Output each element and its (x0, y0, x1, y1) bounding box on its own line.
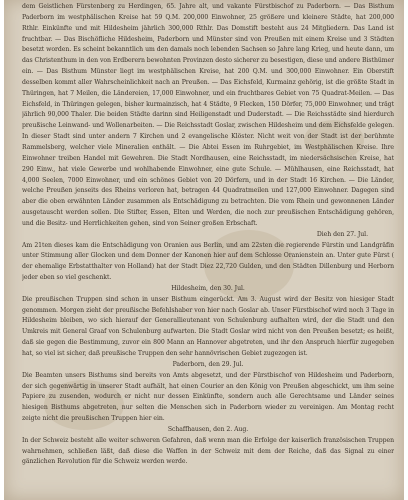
dateline: Dieh den 27. Jul. (316, 230, 368, 238)
dateline: Hildesheim, den 30. Jul. (171, 284, 245, 292)
newspaper-page (4, 0, 404, 500)
article-paragraph: Die preußischen Truppen sind schon in unser Bisthum eingerückt. Am 3. August wird der Besitz von hiesiger Stadt genommen. Morgen zieht der preußische Befehlshaber von hier nach Goslar ab. Unser Fürstbischof wird noch 3 Tage in Hildesheim bleiben, wo sich hierauf der Generallieutenant von Schulenburg aufhalten wird, der die Stadt und den Umkreis mit General Graaf von Schulenburg aufwarten. Die Stadt Goslar wird nicht von den Preußen besetzt; es heißt, daß sie gegen die Bestimmung, zuvor ein 800 Mann an Hannover abgetreten, und ihr den Anspruch hierfür zugegeben hat, so viel ist sicher, daß preußische Truppen den sehr hannövrischen Gebiet zugezogen ist. (22, 295, 394, 357)
article-paragraph: Die Beamten unsers Bisthums sind bereits von Amts abgesetzt, und der Fürstbischof von Hildesheim und Paderborn, der sich gegenwärtig in unserer Stadt aufhält, hat einen Courier an den König von Preußen abgeschickt, um ihm seine Papiere zu zusenden, wodurch er nicht nur dessen Einkünfte, sondern auch alle Gerechtsame und Länder seines hiesigen Bisthums abgetreten, nur selten die Menschen sich in Paderborn wieder zu vereinigen. Am Montag recht zeigte nicht die preußischen Truppen hier ein. (22, 371, 394, 423)
dateline: Schaffhausen, den 2. Aug. (167, 425, 249, 433)
article-column (22, 2, 394, 496)
article-paragraph: Am 21ten dieses kam die Entschädigung von Oranien aus Berlin, und am 22sten die regierende Fürstin und Landgräfin unter Stimmung aller Glocken und dem Donner der Kanonen hier auf dem Schlosse Oranienstein an. Unter gute Fürst ( der ehemalige Erbstatthalter von Holland) hat der Stadt Diez 22,720 Gulden, und den Städten Dillenburg und Herborn jeder eben so viel geschenkt. (22, 241, 394, 282)
dateline: Paderborn, den 29. Jul. (172, 360, 244, 368)
article-paragraph: dem Geistlichen Fürstenberg zu Herdingen, 65. Jahre alt, und vakante Fürstbischof zu Paderborn. — Das Bisthum Paderborn im westphälischen Kreise hat 59 Q.M. 200,000 Einwohner, 25 größere und kleinere Städte, hat 200,000 Rthlr. Einkünfte und mit Hildesheim jährlich 300,000 Rthlr. Das Domstift besteht aus 24 Mitgliedern. Das Land ist fruchtbar. — Das Bischöfliche Hildesheim, Paderborn und Münster sind von Preußen mit einem Kreise und 3 Städten besetzt worden. Es scheint bekanntlich um den damals noch lebenden Sachsen so Jahre lang Krieg, und heute dann, um das Christenthum in den von Erdberern bewohnten Provinzen desto sicherer zu besestigen, diese und andere Bisthümer ein. — Das Bisthum Münster liegt im westphälischen Kreise, hat 200 Q.M. und 300,000 Einwohner. Ein Oberstift desselben kommt aller Wahrscheinlichkeit nach an Preußen. — Das Eichsfeld, Kurmainz gehörig, ist die größte Stadt in Thüringen, hat 7 Meilen, die Ländereien, 17,000 Einwohner, und ein fruchtbares Gebiet von 75 Quadrat-Meilen. — Das Eichsfeld, in Thüringen gelegen, bisher kurmainzisch, hat 4 Städte, 9 Flecken, 150 Dörfer, 75,000 Einwohner, und trägt jährlich 90,000 Thaler. Die beiden Städte darinn sind Heiligenstadt und Duderstadt. — Die Reichsstädte sind hierdurch preußische Leinwand- und Wollenarbeiten. — Die Reichsstadt Goslar, zwischen Hildesheim und dem Eichsfelde gelegen. In dieser Stadt sind unter andern 7 Kirchen und 2 evangelische Klöster. Nicht weit von der Stadt ist der berühmte Rammelsberg, welcher viele Mineralien enthält. — Die Abtei Essen im Ruhrgebiet, im Westphälischen Kreise. Ihre Einwohner treiben Handel mit Gewehren. Die Stadt Nordhausen, eine Reichsstadt, im niedersächsischen Kreise, hat 290 Einw., hat viele Gewerbe und wohlhabende Einwohner, eine gute Schule. — Mühlhausen, eine Reichsstadt, hat 4,000 Seelen, 7000 Einwohner, und ein schönes Gebiet von 20 Dörfern, und in der Stadt 16 Kirchen. — Die Länder, welche Preußen jenseits des Rheins verloren hat, betragen 44 Quadratmeilen und 127,000 Einwohner. Dagegen sind aber die oben erwähnten Länder zusammen als Entschädigung zu betrachten. Die vom Rhein und gewonnenen Länder ausgetauscht werden sollen. Die Stifter, Essen, Elten und Werden, die noch zur preußischen Entschädigung gehören, und die Besitz- und Herrlichkeiten gehen, sind von Seiner großen Erbschaft. (22, 3, 394, 227)
article-paragraph: In der Schweiz besteht alle weiter schweren Gefahren, daß wenn man die Erfolge der kaiserlich französischen Truppen wahrnehmen, schließen läßt, daß diese die Waffen in der Schweiz mit dem der Reiche, daß das Signal zu einer gänzlichen Revolution für die Schweiz werden werde. (22, 436, 394, 466)
